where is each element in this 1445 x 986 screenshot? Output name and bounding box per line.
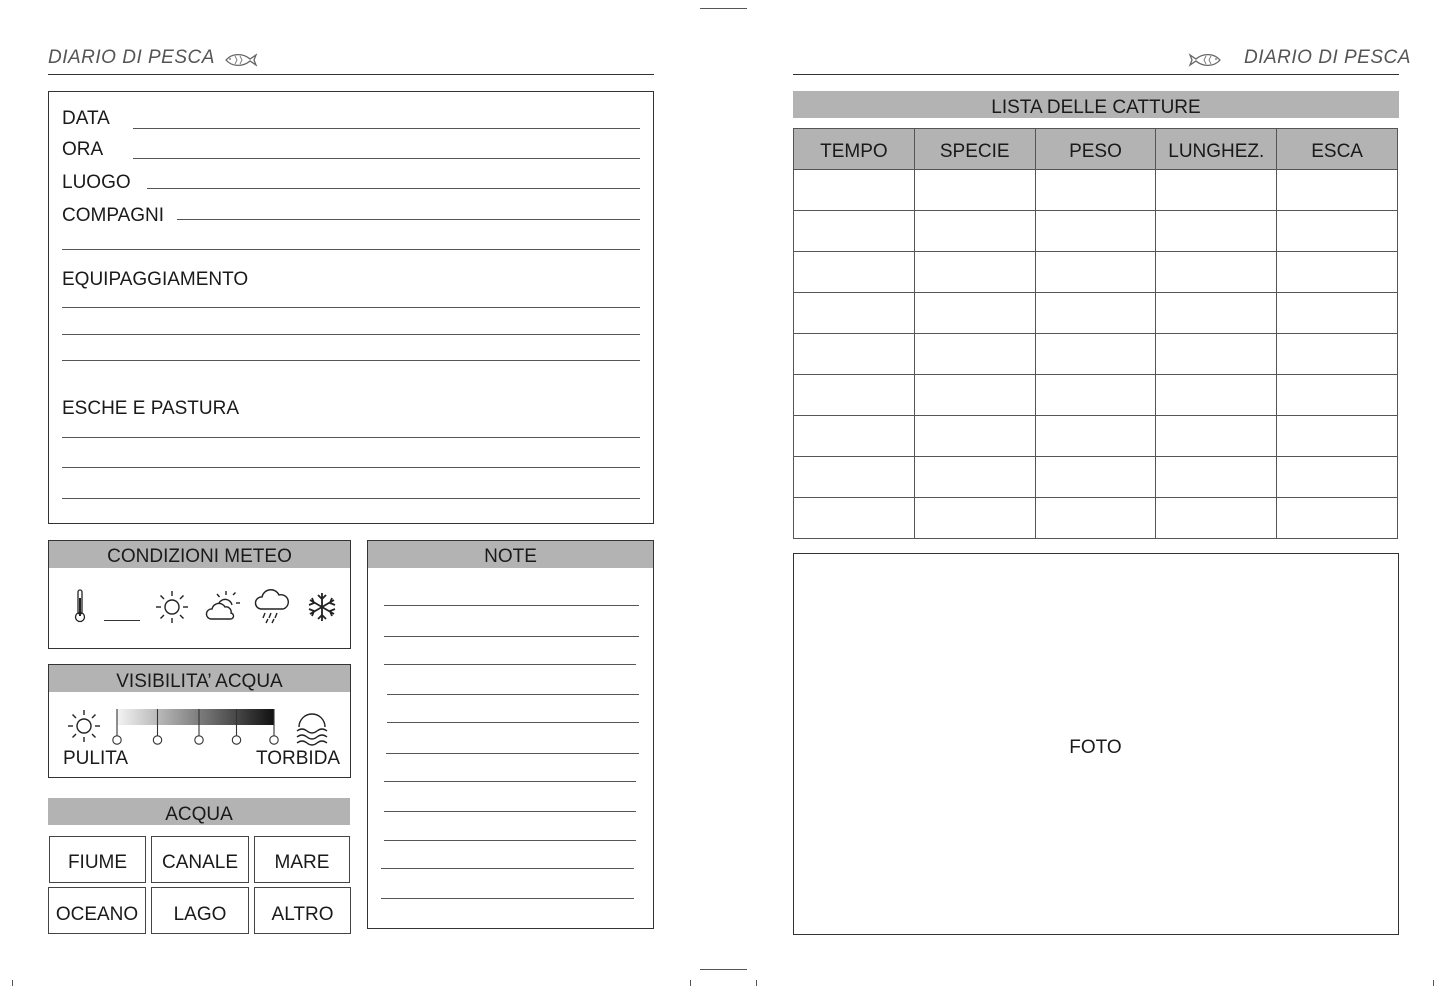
crop-mark	[12, 980, 13, 986]
bait-line[interactable]	[62, 498, 640, 499]
partly-cloudy-icon[interactable]	[205, 589, 241, 625]
sun-icon	[64, 706, 104, 746]
visibility-level-4	[232, 736, 240, 744]
bait-label: ESCHE E PASTURA	[62, 398, 240, 419]
crop-mark-top	[700, 8, 747, 9]
bait-line[interactable]	[62, 437, 640, 438]
visibility-murky-label: TORBIDA	[256, 748, 341, 769]
notes-title: NOTE	[368, 541, 653, 568]
time-label: ORA	[62, 139, 104, 160]
rain-icon[interactable]	[254, 587, 290, 625]
notes-line[interactable]	[386, 753, 639, 754]
place-field[interactable]	[147, 188, 640, 189]
table-cell[interactable]	[794, 211, 915, 252]
notes-line[interactable]	[384, 840, 636, 841]
table-cell[interactable]	[1277, 375, 1398, 416]
table-cell[interactable]	[914, 252, 1035, 293]
table-cell[interactable]	[1035, 211, 1156, 252]
table-cell[interactable]	[1156, 211, 1277, 252]
notes-box	[367, 540, 654, 929]
column-header-bait: ESCA	[1277, 129, 1398, 170]
place-label: LUOGO	[62, 172, 131, 193]
notes-line[interactable]	[384, 605, 639, 606]
table-cell[interactable]	[1277, 211, 1398, 252]
table-cell[interactable]	[914, 416, 1035, 457]
column-header-weight: PESO	[1035, 129, 1156, 170]
table-cell[interactable]	[794, 498, 915, 539]
weather-title: CONDIZIONI METEO	[49, 541, 350, 568]
table-cell[interactable]	[914, 375, 1035, 416]
equipment-label: EQUIPAGGIAMENTO	[62, 269, 249, 290]
visibility-title: VISIBILITA’ ACQUA	[49, 665, 350, 692]
column-header-length: LUNGHEZ.	[1156, 129, 1277, 170]
column-header-species: SPECIE	[914, 129, 1035, 170]
visibility-clear-label: PULITA	[63, 748, 129, 769]
fish-icon	[223, 50, 259, 70]
table-cell[interactable]	[794, 334, 915, 375]
water-title: ACQUA	[48, 798, 350, 825]
table-cell[interactable]	[914, 293, 1035, 334]
table-row	[794, 457, 1398, 498]
table-row	[794, 416, 1398, 457]
table-cell[interactable]	[1035, 252, 1156, 293]
table-cell[interactable]	[1156, 457, 1277, 498]
table-cell[interactable]	[914, 334, 1035, 375]
table-cell[interactable]	[914, 211, 1035, 252]
table-cell[interactable]	[1156, 334, 1277, 375]
header-rule	[48, 74, 654, 75]
catch-list-title: LISTA DELLE CATTURE	[793, 91, 1399, 118]
notes-line[interactable]	[381, 898, 634, 899]
companions-field[interactable]	[177, 219, 640, 220]
bait-line[interactable]	[62, 467, 640, 468]
catch-table-header	[794, 129, 1398, 170]
table-cell[interactable]	[914, 498, 1035, 539]
table-row	[794, 211, 1398, 252]
date-label: DATA	[62, 108, 110, 129]
catch-table	[793, 128, 1398, 539]
table-cell[interactable]	[1156, 170, 1277, 211]
notes-line[interactable]	[384, 811, 636, 812]
column-header-time: TEMPO	[794, 129, 915, 170]
companions-field-line-2[interactable]	[62, 249, 640, 250]
table-cell[interactable]	[1156, 293, 1277, 334]
crop-mark	[690, 980, 691, 986]
visibility-level-2	[153, 736, 161, 744]
time-field[interactable]	[133, 158, 640, 159]
header-title: DIARIO DI PESCA	[48, 47, 215, 68]
photo-box[interactable]	[793, 553, 1399, 935]
water-option-ocean[interactable]: OCEANO	[48, 887, 146, 934]
photo-label: FOTO	[1069, 737, 1122, 758]
table-cell[interactable]	[794, 293, 915, 334]
water-option-lake[interactable]: LAGO	[151, 887, 249, 934]
table-cell[interactable]	[1035, 293, 1156, 334]
table-row	[794, 334, 1398, 375]
table-cell[interactable]	[794, 375, 915, 416]
table-row	[794, 252, 1398, 293]
thermometer-icon	[70, 588, 90, 624]
table-cell[interactable]	[794, 457, 915, 498]
table-cell[interactable]	[1035, 334, 1156, 375]
table-cell[interactable]	[1277, 293, 1398, 334]
table-cell[interactable]	[794, 416, 915, 457]
equipment-line[interactable]	[62, 334, 640, 335]
table-cell[interactable]	[1156, 375, 1277, 416]
table-cell[interactable]	[1035, 416, 1156, 457]
table-cell[interactable]	[1277, 170, 1398, 211]
table-cell[interactable]	[1035, 375, 1156, 416]
notes-line[interactable]	[381, 868, 634, 869]
murky-water-icon	[293, 709, 333, 749]
table-cell[interactable]	[914, 457, 1035, 498]
table-cell[interactable]	[1277, 334, 1398, 375]
notes-line[interactable]	[384, 636, 639, 637]
visibility-level-1	[113, 736, 121, 744]
table-cell[interactable]	[1035, 498, 1156, 539]
table-cell[interactable]	[794, 252, 915, 293]
visibility-level-5	[270, 736, 278, 744]
temperature-field[interactable]	[104, 620, 140, 621]
table-cell[interactable]	[914, 170, 1035, 211]
trip-info-box	[48, 91, 654, 524]
water-option-sea[interactable]: MARE	[254, 836, 350, 883]
equipment-line[interactable]	[62, 307, 640, 308]
header-title: DIARIO DI PESCA	[1244, 47, 1411, 68]
table-row	[794, 170, 1398, 211]
table-cell[interactable]	[1277, 498, 1398, 539]
notes-line[interactable]	[387, 694, 639, 695]
table-cell[interactable]	[1035, 170, 1156, 211]
equipment-line[interactable]	[62, 360, 640, 361]
companions-label: COMPAGNI	[62, 205, 165, 226]
date-field[interactable]	[133, 128, 640, 129]
water-option-canal[interactable]: CANALE	[151, 836, 249, 883]
crop-mark-bottom	[700, 969, 747, 970]
crop-mark	[756, 980, 757, 986]
crop-mark	[1433, 980, 1434, 986]
table-row	[794, 498, 1398, 539]
notes-line[interactable]	[384, 664, 636, 665]
sun-icon[interactable]	[154, 589, 190, 625]
snowflake-icon[interactable]	[305, 590, 339, 624]
notes-line[interactable]	[387, 722, 639, 723]
table-cell[interactable]	[1277, 416, 1398, 457]
visibility-level-3	[195, 736, 203, 744]
water-option-other[interactable]: ALTRO	[254, 887, 351, 934]
water-option-river[interactable]: FIUME	[49, 836, 146, 883]
header-rule	[793, 74, 1399, 75]
table-cell[interactable]	[1156, 498, 1277, 539]
table-cell[interactable]	[1277, 252, 1398, 293]
notes-line[interactable]	[384, 781, 636, 782]
table-cell[interactable]	[1156, 416, 1277, 457]
fish-icon	[1187, 50, 1223, 70]
table-cell[interactable]	[794, 170, 915, 211]
visibility-scale[interactable]	[110, 706, 282, 748]
table-cell[interactable]	[1277, 457, 1398, 498]
table-row	[794, 375, 1398, 416]
table-row	[794, 293, 1398, 334]
table-cell[interactable]	[1156, 252, 1277, 293]
table-cell[interactable]	[1035, 457, 1156, 498]
